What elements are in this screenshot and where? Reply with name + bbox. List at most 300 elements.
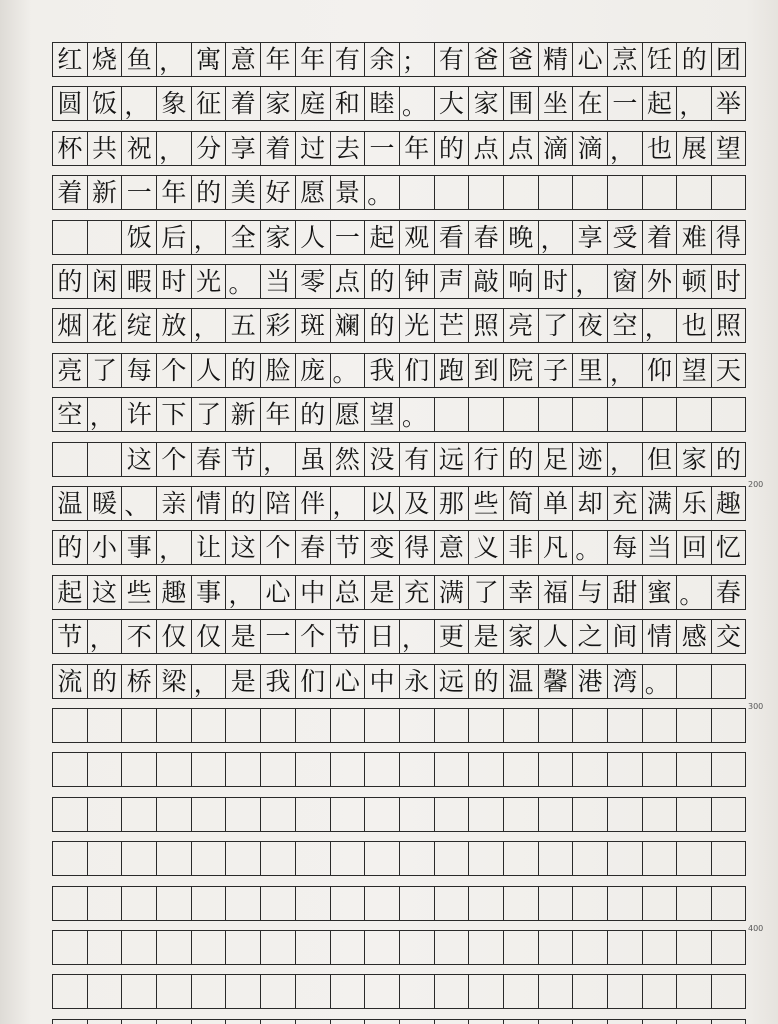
grid-cell: 中 [364, 665, 399, 698]
grid-cell: 永 [399, 665, 434, 698]
grid-cell: 祝 [121, 132, 156, 165]
grid-cell: 到 [468, 354, 503, 387]
grid-cell: ， [572, 265, 607, 298]
grid-cell: ， [607, 132, 642, 165]
grid-cell [225, 753, 260, 786]
grid-cell: 一 [260, 620, 295, 653]
grid-cell [399, 842, 434, 875]
grid-cell: 零 [295, 265, 330, 298]
grid-row [52, 1019, 746, 1024]
grid-cell [52, 798, 87, 831]
grid-cell [503, 931, 538, 964]
grid-cell: 年 [399, 132, 434, 165]
grid-cell: 个 [260, 531, 295, 564]
grid-cell: 烹 [607, 43, 642, 76]
grid-cell: 心 [260, 576, 295, 609]
grid-cell: 的 [52, 531, 87, 564]
grid-cell: 行 [468, 443, 503, 476]
grid-cell [295, 887, 330, 920]
grid-cell [156, 709, 191, 742]
grid-cell: 。 [642, 665, 677, 698]
grid-cell: 享 [225, 132, 260, 165]
grid-row [52, 752, 746, 787]
grid-cell: 春 [191, 443, 226, 476]
grid-cell [364, 842, 399, 875]
grid-cell: ， [156, 43, 191, 76]
grid-cell: 春 [295, 531, 330, 564]
grid-cell: 是 [225, 620, 260, 653]
grid-cell: 当 [260, 265, 295, 298]
grid-row [52, 42, 746, 77]
grid-cell: 彩 [260, 309, 295, 342]
grid-cell [711, 398, 746, 431]
grid-cell [156, 753, 191, 786]
grid-cell [330, 842, 365, 875]
grid-cell [191, 842, 226, 875]
grid-cell: 红 [52, 43, 87, 76]
grid-cell [52, 221, 87, 254]
grid-cell [52, 975, 87, 1008]
grid-cell: 景 [330, 176, 365, 209]
grid-cell: 充 [607, 487, 642, 520]
grid-cell: 一 [121, 176, 156, 209]
grid-cell: 事 [121, 531, 156, 564]
grid-cell [572, 753, 607, 786]
grid-cell [434, 398, 469, 431]
grid-cell: 天 [711, 354, 746, 387]
grid-cell: 和 [330, 87, 365, 120]
grid-cell [607, 709, 642, 742]
grid-cell [225, 931, 260, 964]
grid-cell: 声 [434, 265, 469, 298]
grid-cell: 着 [52, 176, 87, 209]
grid-cell: 了 [468, 576, 503, 609]
grid-cell [191, 1020, 226, 1024]
grid-cell: 精 [538, 43, 573, 76]
grid-cell [191, 887, 226, 920]
grid-cell: 我 [260, 665, 295, 698]
grid-cell: 回 [676, 531, 711, 564]
grid-row [52, 974, 746, 1009]
grid-cell: 些 [468, 487, 503, 520]
grid-row [52, 664, 746, 699]
grid-cell: ， [121, 87, 156, 120]
grid-cell [399, 709, 434, 742]
grid-cell: 年 [156, 176, 191, 209]
grid-cell [572, 1020, 607, 1024]
grid-cell: 余 [364, 43, 399, 76]
grid-cell [538, 176, 573, 209]
grid-cell: 脸 [260, 354, 295, 387]
grid-cell: 小 [87, 531, 122, 564]
grid-cell: 望 [676, 354, 711, 387]
grid-cell: ， [87, 398, 122, 431]
grid-cell [87, 887, 122, 920]
grid-cell [711, 709, 746, 742]
grid-cell: 斑 [295, 309, 330, 342]
grid-cell: 着 [225, 87, 260, 120]
grid-cell: 分 [191, 132, 226, 165]
grid-cell: 团 [711, 43, 746, 76]
grid-cell [676, 753, 711, 786]
grid-cell [399, 887, 434, 920]
grid-cell [468, 975, 503, 1008]
grid-cell [52, 709, 87, 742]
grid-cell: 观 [399, 221, 434, 254]
grid-cell: 的 [225, 354, 260, 387]
grid-cell: 时 [711, 265, 746, 298]
grid-cell: 总 [330, 576, 365, 609]
grid-cell: 的 [676, 43, 711, 76]
grid-cell: 情 [642, 620, 677, 653]
grid-cell: 之 [572, 620, 607, 653]
grid-cell: 交 [711, 620, 746, 653]
grid-cell: 的 [711, 443, 746, 476]
grid-cell: 的 [364, 309, 399, 342]
grid-cell: 子 [538, 354, 573, 387]
grid-cell: 征 [191, 87, 226, 120]
grid-cell [121, 975, 156, 1008]
grid-cell [364, 798, 399, 831]
grid-cell: 美 [225, 176, 260, 209]
grid-cell [676, 842, 711, 875]
grid-cell: ， [676, 87, 711, 120]
grid-cell [711, 665, 746, 698]
grid-cell: 愿 [295, 176, 330, 209]
grid-cell [87, 753, 122, 786]
grid-row [52, 175, 746, 210]
grid-cell [676, 176, 711, 209]
grid-cell: 圆 [52, 87, 87, 120]
grid-cell [711, 931, 746, 964]
grid-cell: 大 [434, 87, 469, 120]
grid-row [52, 353, 746, 388]
grid-cell: 响 [503, 265, 538, 298]
grid-cell: 单 [538, 487, 573, 520]
grid-cell [295, 753, 330, 786]
grid-cell [468, 753, 503, 786]
grid-cell: 时 [538, 265, 573, 298]
grid-cell: 了 [538, 309, 573, 342]
grid-cell: 温 [52, 487, 87, 520]
grid-cell [503, 798, 538, 831]
grid-cell: 间 [607, 620, 642, 653]
grid-cell: 感 [676, 620, 711, 653]
grid-cell [538, 842, 573, 875]
grid-cell: 夜 [572, 309, 607, 342]
grid-cell [503, 709, 538, 742]
grid-cell: 非 [503, 531, 538, 564]
grid-cell: 有 [399, 443, 434, 476]
grid-cell: 每 [607, 531, 642, 564]
grid-cell: 那 [434, 487, 469, 520]
grid-cell [225, 709, 260, 742]
grid-cell: 家 [260, 221, 295, 254]
grid-cell: 港 [572, 665, 607, 698]
grid-cell [87, 842, 122, 875]
grid-cell: 陪 [260, 487, 295, 520]
grid-cell: 的 [191, 176, 226, 209]
grid-cell [52, 1020, 87, 1024]
grid-cell: 着 [642, 221, 677, 254]
grid-cell [225, 975, 260, 1008]
grid-cell: 的 [225, 487, 260, 520]
grid-cell: 蜜 [642, 576, 677, 609]
grid-cell [260, 975, 295, 1008]
grid-cell [156, 1020, 191, 1024]
grid-cell [364, 975, 399, 1008]
grid-cell [538, 753, 573, 786]
grid-cell [468, 398, 503, 431]
grid-cell: 这 [121, 443, 156, 476]
grid-cell: 许 [121, 398, 156, 431]
grid-cell [572, 975, 607, 1008]
grid-cell: 一 [364, 132, 399, 165]
grid-cell [434, 842, 469, 875]
grid-cell: 下 [156, 398, 191, 431]
grid-cell: 有 [330, 43, 365, 76]
grid-cell: 杯 [52, 132, 87, 165]
grid-cell [295, 1020, 330, 1024]
grid-cell: 节 [330, 620, 365, 653]
grid-cell [434, 931, 469, 964]
grid-cell: 了 [191, 398, 226, 431]
grid-cell: 的 [52, 265, 87, 298]
grid-cell [87, 975, 122, 1008]
grid-cell [503, 1020, 538, 1024]
grid-cell [225, 887, 260, 920]
grid-cell: 得 [711, 221, 746, 254]
grid-cell [399, 176, 434, 209]
grid-cell: 点 [468, 132, 503, 165]
grid-cell: 过 [295, 132, 330, 165]
grid-cell [52, 753, 87, 786]
grid-cell: 也 [676, 309, 711, 342]
grid-row [52, 86, 746, 121]
grid-cell [121, 798, 156, 831]
grid-cell: 。 [676, 576, 711, 609]
grid-cell [642, 975, 677, 1008]
grid-cell: 照 [711, 309, 746, 342]
grid-cell [330, 709, 365, 742]
grid-cell: 烧 [87, 43, 122, 76]
grid-cell [260, 842, 295, 875]
grid-cell [503, 842, 538, 875]
grid-cell [434, 975, 469, 1008]
grid-cell: 满 [642, 487, 677, 520]
grid-cell: 。 [330, 354, 365, 387]
grid-cell: 春 [711, 576, 746, 609]
grid-cell: 这 [87, 576, 122, 609]
grid-cell: 有 [434, 43, 469, 76]
grid-cell: 却 [572, 487, 607, 520]
grid-cell [121, 931, 156, 964]
grid-cell: 暇 [121, 265, 156, 298]
grid-cell: 不 [121, 620, 156, 653]
grid-cell [468, 176, 503, 209]
grid-cell: 时 [156, 265, 191, 298]
grid-cell: 湾 [607, 665, 642, 698]
grid-cell [156, 798, 191, 831]
grid-cell: 敲 [468, 265, 503, 298]
grid-cell: 家 [260, 87, 295, 120]
grid-cell: ； [399, 43, 434, 76]
grid-cell: 里 [572, 354, 607, 387]
grid-cell: 空 [52, 398, 87, 431]
grid-cell [330, 975, 365, 1008]
grid-cell: 外 [642, 265, 677, 298]
grid-cell [572, 931, 607, 964]
grid-cell: 梁 [156, 665, 191, 698]
grid-cell [87, 221, 122, 254]
grid-cell [538, 798, 573, 831]
grid-cell [538, 398, 573, 431]
grid-cell: 温 [503, 665, 538, 698]
grid-cell: 享 [572, 221, 607, 254]
grid-cell [399, 975, 434, 1008]
grid-cell [121, 753, 156, 786]
grid-cell: 人 [538, 620, 573, 653]
grid-cell: 然 [330, 443, 365, 476]
grid-cell [572, 842, 607, 875]
grid-row [52, 530, 746, 565]
grid-cell [572, 709, 607, 742]
grid-cell [607, 975, 642, 1008]
grid-cell: 足 [538, 443, 573, 476]
grid-cell [156, 887, 191, 920]
grid-cell: 也 [642, 132, 677, 165]
grid-row [52, 397, 746, 432]
grid-row [52, 841, 746, 876]
grid-row [52, 131, 746, 166]
grid-cell [642, 398, 677, 431]
grid-cell: 饭 [121, 221, 156, 254]
grid-cell: 远 [434, 443, 469, 476]
grid-cell: ， [225, 576, 260, 609]
grid-cell: 窗 [607, 265, 642, 298]
grid-cell [607, 753, 642, 786]
grid-cell: 伴 [295, 487, 330, 520]
grid-cell: 望 [364, 398, 399, 431]
grid-cell: 人 [191, 354, 226, 387]
grid-cell [607, 398, 642, 431]
grid-cell [676, 665, 711, 698]
word-count-300: 300 [748, 702, 764, 711]
grid-cell: 起 [642, 87, 677, 120]
grid-cell [260, 798, 295, 831]
grid-cell [434, 176, 469, 209]
grid-cell: 新 [225, 398, 260, 431]
grid-cell: 去 [330, 132, 365, 165]
grid-cell: 一 [330, 221, 365, 254]
grid-cell: 以 [364, 487, 399, 520]
grid-cell: 暖 [87, 487, 122, 520]
grid-cell [191, 709, 226, 742]
grid-cell: 忆 [711, 531, 746, 564]
grid-cell [572, 398, 607, 431]
grid-cell: 的 [468, 665, 503, 698]
grid-cell [538, 931, 573, 964]
grid-cell [364, 1020, 399, 1024]
grid-cell: 节 [225, 443, 260, 476]
grid-cell [538, 1020, 573, 1024]
grid-cell: 新 [87, 176, 122, 209]
grid-cell: 家 [468, 87, 503, 120]
grid-cell [87, 798, 122, 831]
grid-cell [295, 975, 330, 1008]
grid-row [52, 442, 746, 477]
grid-cell: 饪 [642, 43, 677, 76]
grid-row [52, 575, 746, 610]
grid-cell: 事 [191, 576, 226, 609]
grid-cell: 充 [399, 576, 434, 609]
grid-cell: 共 [87, 132, 122, 165]
grid-cell [538, 709, 573, 742]
grid-cell: 点 [330, 265, 365, 298]
grid-cell: 亮 [503, 309, 538, 342]
grid-cell [295, 798, 330, 831]
grid-cell: 、 [121, 487, 156, 520]
grid-cell: 节 [330, 531, 365, 564]
grid-cell [503, 975, 538, 1008]
grid-cell: ， [607, 443, 642, 476]
grid-cell: 日 [364, 620, 399, 653]
grid-cell [87, 931, 122, 964]
grid-cell: 与 [572, 576, 607, 609]
grid-cell: 年 [260, 43, 295, 76]
grid-cell: 。 [399, 398, 434, 431]
grid-cell [642, 176, 677, 209]
grid-cell: 桥 [121, 665, 156, 698]
grid-cell: 难 [676, 221, 711, 254]
grid-row [52, 886, 746, 921]
grid-cell [468, 709, 503, 742]
grid-cell [538, 975, 573, 1008]
grid-cell: 围 [503, 87, 538, 120]
grid-cell: 这 [225, 531, 260, 564]
grid-cell: 。 [364, 176, 399, 209]
grid-cell [191, 753, 226, 786]
grid-cell [121, 709, 156, 742]
grid-cell: 起 [52, 576, 87, 609]
grid-cell [399, 798, 434, 831]
grid-cell: 是 [364, 576, 399, 609]
grid-cell: ， [191, 309, 226, 342]
grid-cell: 空 [607, 309, 642, 342]
grid-cell [607, 931, 642, 964]
grid-cell [295, 709, 330, 742]
grid-cell: 点 [503, 132, 538, 165]
grid-cell: 鱼 [121, 43, 156, 76]
grid-cell [260, 887, 295, 920]
grid-cell [538, 887, 573, 920]
grid-cell: 家 [503, 620, 538, 653]
grid-cell: 花 [87, 309, 122, 342]
grid-cell: ， [538, 221, 573, 254]
grid-cell: 的 [364, 265, 399, 298]
grid-cell [711, 798, 746, 831]
grid-cell [607, 176, 642, 209]
grid-cell [225, 1020, 260, 1024]
grid-cell [225, 842, 260, 875]
grid-cell [676, 887, 711, 920]
grid-cell: 亲 [156, 487, 191, 520]
grid-cell: ， [191, 221, 226, 254]
grid-cell: 趣 [156, 576, 191, 609]
grid-cell: 个 [295, 620, 330, 653]
grid-cell: 芒 [434, 309, 469, 342]
grid-cell: 意 [434, 531, 469, 564]
